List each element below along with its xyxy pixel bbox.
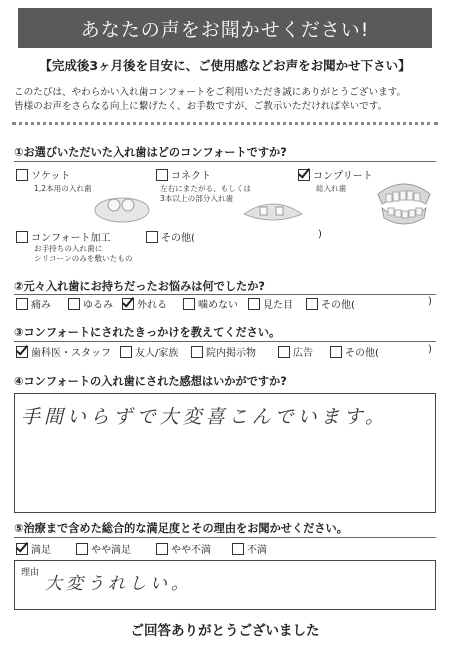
q5-option-satisfied[interactable] <box>16 541 51 556</box>
option-label: 広告 <box>293 348 313 359</box>
q3-title: ③コンフォートにされたきっかけを教えてください。 <box>14 326 281 339</box>
q2-option-appearance[interactable] <box>248 296 293 311</box>
q4-title: ④コンフォートの入れ歯にされた感想はいかがですか? <box>14 375 287 388</box>
page-banner: あなたの声をお聞かせください! <box>18 8 432 48</box>
checkbox-friend-family[interactable] <box>120 346 132 358</box>
q4-answer-text: 手間いらずで大変喜こんでいます。 <box>21 406 389 428</box>
q3-option-dental-staff[interactable] <box>16 344 111 359</box>
option-label: やや不満 <box>171 545 211 556</box>
q1-note-comfort-processing: お手持ちの入れ歯に シリコーンのみを敷いたもの <box>34 244 133 263</box>
q2-option-cannot-chew[interactable] <box>183 296 238 311</box>
q3-divider <box>14 341 436 342</box>
q1-note-connect: 左右にまたがる、もしくは 3本以上の部分入れ歯 <box>160 184 252 203</box>
q1-option-socket[interactable] <box>16 167 70 182</box>
q5-reason-text: 大変うれしい。 <box>45 574 192 594</box>
option-label: その他( <box>321 300 355 311</box>
q2-divider <box>14 294 436 295</box>
subheading: 【完成後3ヶ月後を目安に、ご使用感などお声をお聞かせ下さい】 <box>39 58 411 73</box>
checkbox-advertisement[interactable] <box>278 346 290 358</box>
intro-line-1: このたびは、やわらかい入れ歯コンフォートをご利用いただき誠にありがとうございます。 <box>14 87 407 98</box>
q3-option-advertisement[interactable] <box>278 344 313 359</box>
q1-close-paren: ) <box>318 229 322 240</box>
option-label: 満足 <box>31 545 51 556</box>
q1-divider <box>14 161 436 162</box>
option-label: コンフォート加工 <box>31 233 111 244</box>
checkbox-cannot-chew[interactable] <box>183 298 195 310</box>
checkbox-connect[interactable] <box>156 169 168 181</box>
option-label: 不満 <box>247 545 267 556</box>
q1-title: ①お選びいただいた入れ歯はどのコンフォートですか? <box>14 146 287 159</box>
q4-answer-box[interactable] <box>14 393 436 513</box>
checkbox-somewhat-dissatisfied[interactable] <box>156 543 168 555</box>
q1-option-complete[interactable] <box>298 167 373 182</box>
checkbox-somewhat-satisfied[interactable] <box>76 543 88 555</box>
footer-thanks: ご回答ありがとうございました <box>130 623 320 639</box>
option-label: コンプリート <box>313 171 373 182</box>
option-label: コネクト <box>171 171 211 182</box>
option-label: ソケット <box>31 171 71 182</box>
q5-divider <box>14 537 436 538</box>
option-label: 友人/家族 <box>135 348 179 359</box>
checkbox-dental-staff[interactable] <box>16 346 28 358</box>
intro-line-2: 皆様のお声をさらなる向上に繋げたく、お手数ですが、ご教示いただければ幸いです。 <box>14 101 388 112</box>
option-label: 院内掲示物 <box>206 348 256 359</box>
checkbox-other[interactable] <box>306 298 318 310</box>
q5-option-somewhat-dissatisfied[interactable] <box>156 541 211 556</box>
checkbox-socket[interactable] <box>16 169 28 181</box>
q2-title: ②元々入れ歯にお持ちだったお悩みは何でしたか? <box>14 280 265 293</box>
complete-denture-image <box>372 174 436 228</box>
q5-reason-box[interactable] <box>14 560 436 610</box>
q1-option-connect[interactable] <box>156 167 211 182</box>
option-label: 噛めない <box>198 300 238 311</box>
checkbox-appearance[interactable] <box>248 298 260 310</box>
checkbox-satisfied[interactable] <box>16 543 28 555</box>
socket-denture-image <box>92 188 152 226</box>
q2-option-pain[interactable] <box>16 296 51 311</box>
checkbox-pain[interactable] <box>16 298 28 310</box>
checkbox-dissatisfied[interactable] <box>232 543 244 555</box>
checkbox-complete[interactable] <box>298 169 310 181</box>
q5-title: ⑤治療まで含めた総合的な満足度とその理由をお聞かせください。 <box>14 522 348 535</box>
q5-option-dissatisfied[interactable] <box>232 541 267 556</box>
option-label: 痛み <box>31 300 51 311</box>
q1-note-complete: 総入れ歯 <box>316 184 347 193</box>
option-label: その他( <box>161 233 195 244</box>
q3-option-friend-family[interactable] <box>120 344 178 359</box>
checkbox-loose[interactable] <box>68 298 80 310</box>
q2-option-other[interactable] <box>306 296 355 311</box>
q2-option-falls-out[interactable] <box>122 296 167 311</box>
q2-close-paren: ) <box>428 296 432 307</box>
checkbox-clinic-poster[interactable] <box>191 346 203 358</box>
checkbox-falls-out[interactable] <box>122 298 134 310</box>
q5-option-somewhat-satisfied[interactable] <box>76 541 131 556</box>
option-label: 外れる <box>137 300 167 311</box>
q1-note-socket: 1,2本用の入れ歯 <box>34 184 92 193</box>
connect-denture-image <box>240 198 306 226</box>
q3-close-paren: ) <box>428 344 432 355</box>
intro-text <box>14 86 439 114</box>
dotted-divider <box>12 122 438 125</box>
q1-option-comfort-processing[interactable] <box>16 229 111 244</box>
q2-option-loose[interactable] <box>68 296 113 311</box>
q3-option-other[interactable] <box>330 344 379 359</box>
option-label: 歯科医・スタッフ <box>31 348 111 359</box>
checkbox-other[interactable] <box>146 231 158 243</box>
checkbox-other[interactable] <box>330 346 342 358</box>
reason-label: 理由 <box>21 568 40 578</box>
option-label: ゆるみ <box>83 300 113 311</box>
q3-option-clinic-poster[interactable] <box>191 344 256 359</box>
option-label: 見た目 <box>263 300 293 311</box>
option-label: その他( <box>345 348 379 359</box>
checkbox-comfort-processing[interactable] <box>16 231 28 243</box>
q1-option-other[interactable] <box>146 229 195 244</box>
option-label: やや満足 <box>91 545 131 556</box>
